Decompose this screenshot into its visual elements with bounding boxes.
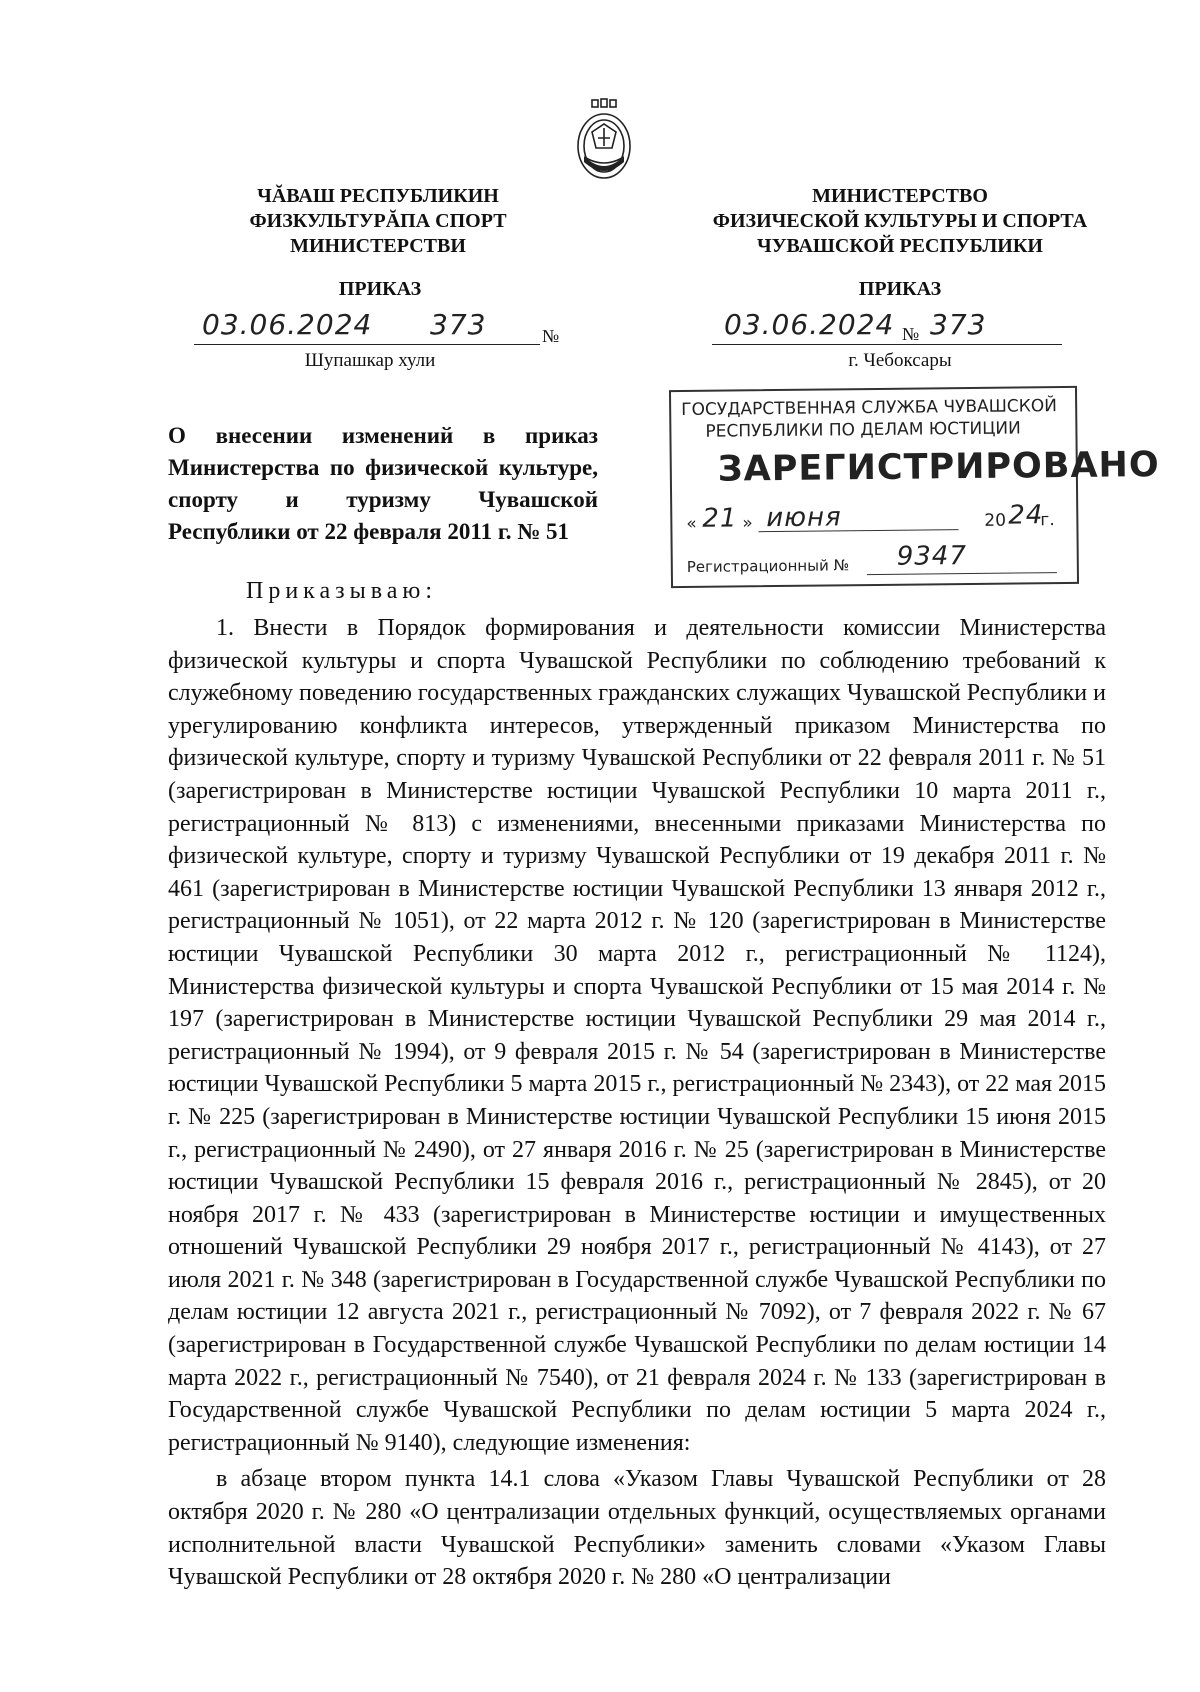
emblem-icon (572, 98, 636, 182)
stamp-reg-number: 9347 (896, 541, 968, 572)
right-date-line (712, 308, 1062, 345)
stamp-line2: РЕСПУБЛИКИ ПО ДЕЛАМ ЮСТИЦИИ (705, 418, 1021, 442)
right-number: 373 (930, 308, 987, 341)
right-no-sign: № (902, 324, 920, 344)
stamp-main: ЗАРЕГИСТРИРОВАНО (717, 445, 1160, 490)
stamp-year: 24 (1008, 500, 1044, 531)
left-header-line1: ЧĂВАШ РЕСПУБЛИКИН (257, 185, 499, 207)
body-paragraph: в абзаце втором пункта 14.1 слова «Указом Главы Чувашской Республики от 28 октября 2020 г. № 280 «О централизации отдельных функций, осуществляемых органами исполнительной власти Чувашской Республики» заменить словами «Указом Главы Чувашской Республики от 28 октября 2020 г. № 280 «О централизации (168, 1466, 1106, 1591)
stamp-reg-label: Регистрационный № (686, 556, 850, 576)
left-date-line (194, 308, 540, 345)
stamp-year-prefix: 20 (984, 510, 1007, 531)
left-no-sign: № (542, 326, 560, 346)
right-header (690, 184, 1110, 259)
emblem (572, 98, 636, 182)
stamp-line1: ГОСУДАРСТВЕННАЯ СЛУЖБА ЧУВАШСКОЙ (681, 396, 1058, 421)
left-number: 373 (430, 308, 487, 341)
stamp-year-suffix: г. (1040, 510, 1055, 531)
left-date: 03.06.2024 (202, 308, 373, 341)
stamp-date-row: « 21 » июня 20 24 г. (686, 500, 1055, 534)
left-header (168, 184, 588, 259)
right-header-line1: МИНИСТЕРСТВО (812, 185, 988, 207)
right-header-line3: ЧУВАШСКОЙ РЕСПУБЛИКИ (757, 235, 1043, 257)
stamp-reg-row (686, 541, 1067, 580)
document-body (168, 612, 1106, 1594)
right-date: 03.06.2024 (724, 308, 895, 341)
right-order-word: ПРИКАЗ (858, 278, 942, 300)
left-place: Шупашкар хули (304, 350, 436, 371)
body-paragraph: 1. Внести в Порядок формирования и деятельности комиссии Министерства физической культуры и спорта Чувашской Республики по соблюдению требований к служебному поведению государственных гражданских служащих Чувашской Республики и урегулированию конфликта интересов, утвержденный приказом Министерства по физической культуре, спорту и туризму Чувашской Республики от 22 февраля 2011 г. № 51 (зарегистрирован в Министерстве юстиции Чувашской Республики 10 марта 2011 г., регистрационный № 813) с изменениями, внесенными приказами Министерства по физической культуре, спорту и туризму Чувашской Республики от 19 декабря 2011 г. № 461 (зарегистрирован в Министерстве юстиции Чувашской Республики 13 января 2012 г., регистрационный № 1051), от 22 марта 2012 г. № 120 (зарегистрирован в Министерстве юстиции Чувашской Республики 30 марта 2012 г., регистрационный № 1124), Министерства физической культуры и спорта Чувашской Республики от 15 мая 2014 г. № 197 (зарегистрирован в Министерстве юстиции Чувашской Республики 29 мая 2014 г., регистрационный № 1994), от 9 февраля 2015 г. № 54 (зарегистрирован в Министерстве юстиции Чувашской Республики 5 марта 2015 г., регистрационный № 2343), от 22 мая 2015 г. № 225 (зарегистрирован в Министерстве юстиции Чувашской Республики 15 июня 2015 г., регистрационный № 2490), от 27 января 2016 г. № 25 (зарегистрирован в Министерстве юстиции Чувашской Республики 15 февраля 2016 г., регистрационный № 2845), от 20 ноября 2017 г. № 433 (зарегистрирован в Министерстве юстиции и имущественных отношений Чувашской Республики 29 ноября 2017 г., регистрационный № 4143), от 27 июля 2021 г. № 348 (зарегистрирован в Государственной службе Чувашской Республики по делам юстиции 12 августа 2021 г., регистрационный № 7092), от 7 февраля 2022 г. № 67 (зарегистрирован в Государственной службе Чувашской Республики по делам юстиции 14 марта 2022 г., регистрационный № 7540), от 21 февраля 2024 г. № 133 (зарегистрирован в Государственной службе Чувашской Республики по делам юстиции 5 марта 2024 г., регистрационный № 9140), следующие изменения: (168, 615, 1107, 1456)
order-verb: Приказываю: (246, 578, 437, 604)
left-header-line2: ФИЗКУЛЬТУРĂПА СПОРТ (249, 210, 507, 232)
document-title: О внесении изменений в приказ Министерства по физической культуре, спорту и туризму Чувашской Республики от 22 февраля 2011 г. № 51 (168, 423, 598, 544)
right-header-line2: ФИЗИЧЕСКОЙ КУЛЬТУРЫ И СПОРТА (712, 210, 1088, 232)
registration-stamp (669, 386, 1160, 588)
stamp-month: июня (766, 502, 842, 534)
left-header-line3: МИНИСТЕРСТВИ (290, 235, 466, 257)
stamp-day: 21 (702, 503, 738, 534)
left-order-word: ПРИКАЗ (338, 278, 422, 300)
right-place: г. Чебоксары (848, 350, 952, 371)
